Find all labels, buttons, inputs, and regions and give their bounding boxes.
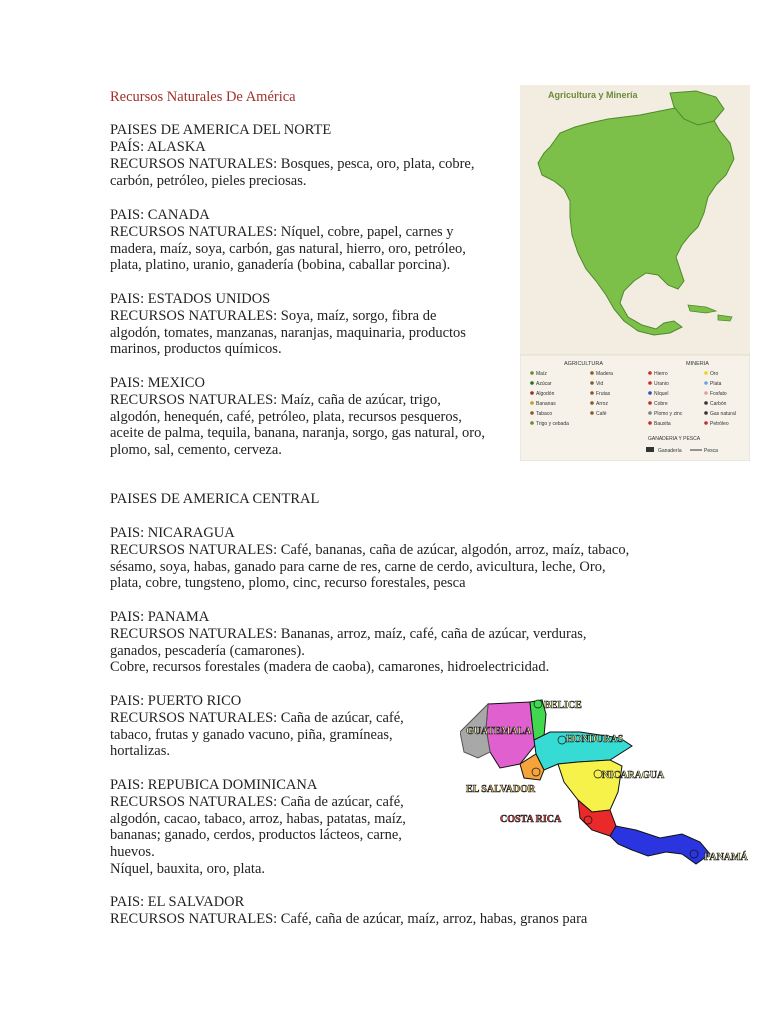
resources-line: RECURSOS NATURALES: Bananas, arroz, maíz, café, caña de azúcar, verduras, (110, 625, 587, 642)
resources-line: tabaco, frutas y ganado vacuno, piña, gramíneas, (110, 726, 393, 743)
resources-line: Cobre, recursos forestales (madera de caoba), camarones, hidroelectricidad. (110, 659, 550, 676)
legend-symbol-icon (648, 411, 652, 415)
resources-line: huevos. (110, 844, 155, 861)
legend-ganaderia: Ganadería (658, 448, 682, 454)
document-title: Recursos Naturales De América (110, 89, 296, 105)
legend-pesca: Pesca (704, 448, 718, 454)
country-name: PAIS: NICARAGUA (110, 525, 235, 541)
cattle-icon (646, 447, 654, 452)
resources-line: RECURSOS NATURALES: Maíz, caña de azúcar, trigo, (110, 391, 441, 408)
resources-line: algodón, cacao, tabaco, arroz, habas, patatas, maíz, (110, 810, 406, 827)
legend-symbol-icon (530, 381, 534, 385)
country-block (110, 139, 474, 189)
resources-line: RECURSOS NATURALES: Caña de azúcar, café, (110, 793, 404, 810)
legend-agri-item: Algodón (536, 391, 555, 397)
legend-symbol-icon (590, 381, 594, 385)
resources-line: plata, cobre, tungsteno, plomo, cinc, recurso forestales, pesca (110, 575, 466, 592)
country-name: PAIS: PANAMA (110, 609, 210, 625)
central-america-map (460, 692, 762, 872)
legend-symbol-icon (704, 421, 708, 425)
legend-agri-item: Frutas (596, 391, 611, 397)
legend-mineria-item: Plomo y zinc (654, 411, 683, 417)
legend-mineria-item: Plata (710, 381, 722, 387)
country-name: PAÍS: ALASKA (110, 139, 206, 155)
country-block (110, 777, 406, 878)
legend-symbol-icon (530, 411, 534, 415)
resources-line: marinos, productos químicos. (110, 341, 282, 358)
legend-agri-item: Azúcar (536, 381, 552, 387)
legend-mineria-item: Oro (710, 371, 719, 377)
resources-line: ganados, pescadería (camarones). (110, 642, 305, 659)
label-belice: BELICE (544, 700, 582, 711)
legend-symbol-icon (590, 371, 594, 375)
legend-symbol-icon (530, 391, 534, 395)
resources-line: RECURSOS NATURALES: Soya, maíz, sorgo, fibra de (110, 307, 437, 324)
label-el-salvador: EL SALVADOR (466, 784, 536, 795)
country-name: PAIS: MEXICO (110, 375, 205, 391)
country-block (110, 525, 629, 592)
legend-symbol-icon (648, 371, 652, 375)
legend-symbol-icon (704, 381, 708, 385)
legend-symbol-icon (590, 411, 594, 415)
legend-symbol-icon (704, 411, 708, 415)
legend-ganaderia-title: GANADERIA Y PESCA (648, 436, 701, 442)
legend-symbol-icon (530, 401, 534, 405)
legend-agri-item: Maíz (536, 371, 547, 377)
legend-symbol-icon (648, 381, 652, 385)
label-guatemala: GUATEMALA (466, 726, 532, 737)
legend-mineria-item: Hierro (654, 371, 668, 377)
legend-symbol-icon (590, 391, 594, 395)
resources-line: algodón, tomates, manzanas, naranjas, maquinaria, productos (110, 324, 466, 341)
legend-symbol-icon (530, 421, 534, 425)
country-name: PAIS: PUERTO RICO (110, 693, 242, 709)
country-block (110, 207, 466, 274)
legend-agri-title: AGRICULTURA (564, 361, 604, 367)
panama-region (610, 826, 710, 864)
label-nicaragua: NICARAGUA (602, 770, 665, 781)
legend-agri-item: Tabaco (536, 411, 553, 417)
country-name: PAIS: REPUBICA DOMINICANA (110, 777, 318, 793)
resources-line: hortalizas. (110, 743, 170, 760)
legend-mineria-title: MINERIA (686, 361, 709, 367)
resources-line: RECURSOS NATURALES: Caña de azúcar, café, (110, 709, 404, 726)
legend-mineria-item: Gas natural (710, 411, 736, 417)
country-block (110, 693, 404, 760)
legend-agri-item: Trigo y cebada (536, 421, 569, 427)
legend-mineria-item: Níquel (654, 391, 669, 397)
country-name: PAIS: CANADA (110, 207, 210, 223)
legend-agri-item: Bananas (536, 401, 556, 407)
legend-symbol-icon (648, 391, 652, 395)
legend-mineria-item: Bauxita (654, 421, 671, 427)
legend-agri-item: Café (596, 411, 607, 417)
country-block (110, 291, 466, 358)
resources-line: Níquel, bauxita, oro, plata. (110, 860, 266, 877)
north-america-map (520, 85, 750, 461)
country-block (110, 609, 587, 676)
legend-mineria-item: Uranio (654, 381, 669, 387)
legend-agri-item: Arroz (596, 401, 608, 407)
label-panama: PANAMÁ (704, 852, 748, 863)
resources-line: bananas; ganado, cerdos, productos lácteos, carne, (110, 827, 402, 844)
label-honduras: HONDURAS (566, 734, 624, 745)
resources-line: RECURSOS NATURALES: Níquel, cobre, papel, carnes y (110, 223, 454, 240)
resources-line: plomo, sal, cemento, cerveza. (110, 442, 282, 459)
section-heading: PAISES DE AMERICA CENTRAL (110, 491, 320, 507)
legend-symbol-icon (530, 371, 534, 375)
resources-line: algodón, henequén, café, petróleo, plata, recursos pesqueros, (110, 408, 462, 425)
resources-line: RECURSOS NATURALES: Café, caña de azúcar, maíz, arroz, habas, granos para (110, 910, 588, 927)
legend-mineria-item: Fosfato (710, 391, 727, 397)
resources-line: RECURSOS NATURALES: Bosques, pesca, oro, plata, cobre, (110, 155, 475, 172)
section-heading: PAISES DE AMERICA DEL NORTE (110, 122, 332, 138)
map-na-title: Agricultura y Minería (548, 90, 638, 100)
resources-line: plata, platino, uranio, ganadería (bobina, caballar porcina). (110, 257, 451, 274)
country-block (110, 375, 485, 459)
nicaragua-region (558, 760, 622, 812)
legend-symbol-icon (648, 401, 652, 405)
legend-symbol-icon (590, 401, 594, 405)
resources-line: sésamo, soya, habas, ganado para carne de res, carne de cerdo, avicultura, leche, Oro, (110, 558, 606, 575)
legend-agri-item: Madera (596, 371, 613, 377)
legend-agri-item: Vid (596, 381, 604, 387)
label-costa-rica: COSTA RICA (500, 814, 562, 825)
resources-line: RECURSOS NATURALES: Café, bananas, caña de azúcar, algodón, arroz, maíz, tabaco, (110, 541, 630, 558)
legend-mineria-item: Cobre (654, 401, 668, 407)
legend-symbol-icon (704, 371, 708, 375)
legend-mineria-item: Carbón (710, 401, 727, 407)
legend-mineria-item: Petróleo (710, 421, 729, 427)
resources-line: aceite de palma, tequila, banana, naranja, sorgo, gas natural, oro, (110, 425, 485, 442)
country-name: PAIS: EL SALVADOR (110, 894, 245, 910)
resources-line: carbón, petróleo, pieles preciosas. (110, 172, 307, 189)
legend-symbol-icon (704, 391, 708, 395)
resources-line: madera, maíz, soya, carbón, gas natural, hierro, oro, petróleo, (110, 240, 466, 257)
legend-symbol-icon (648, 421, 652, 425)
country-block (110, 894, 587, 928)
country-name: PAIS: ESTADOS UNIDOS (110, 291, 271, 307)
legend-symbol-icon (704, 401, 708, 405)
